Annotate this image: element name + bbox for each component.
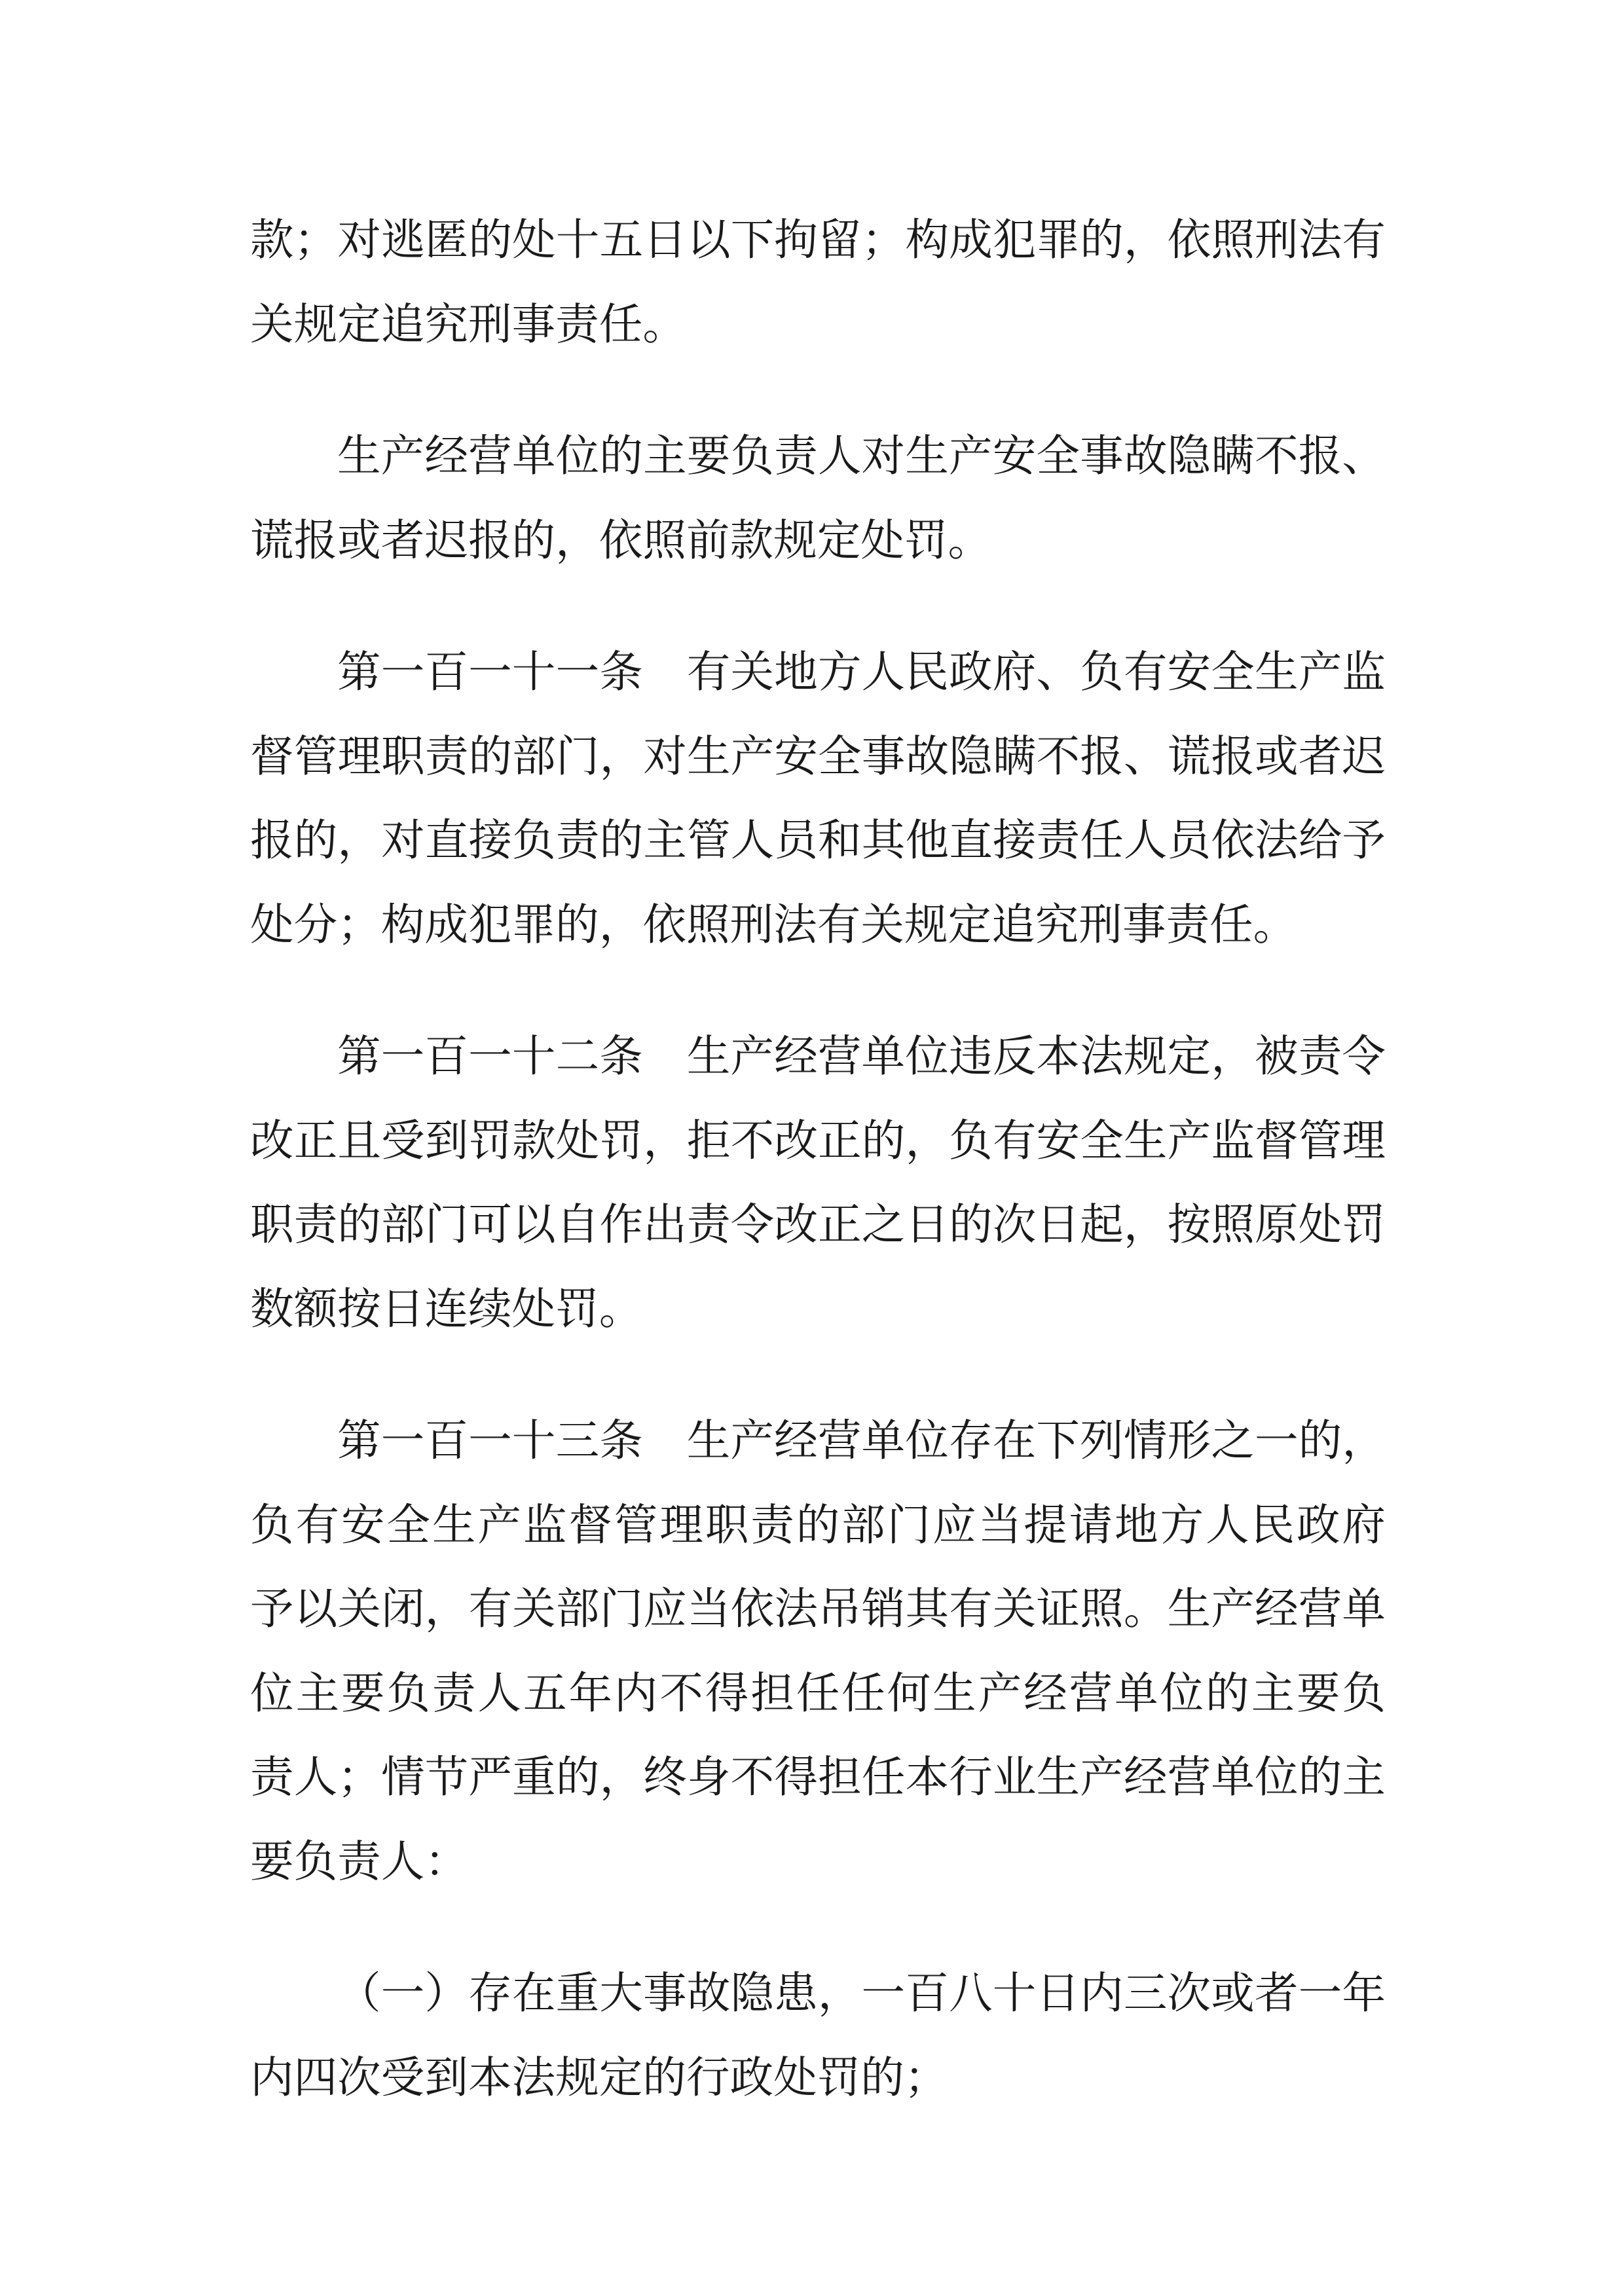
- text-line: 责人；情节严重的，终身不得担任本行业生产经营单位的主: [250, 1751, 1386, 1802]
- text-line: 关规定追究刑事责任。: [250, 298, 686, 350]
- article-113-item-1: [250, 1951, 1386, 2119]
- article-111: [250, 630, 1386, 966]
- text-line: 内四次受到本法规定的行政处罚的；: [250, 2051, 948, 2103]
- text-line: 款；对逃匿的处十五日以下拘留；构成犯罪的，依照刑法有: [250, 214, 1386, 265]
- text-line: 要负责人：: [250, 1835, 468, 1887]
- article-112: [250, 1014, 1386, 1351]
- text-line: 第一百一十二条 生产经营单位违反本法规定，被责令: [337, 1030, 1386, 1082]
- text-line: 生产经营单位的主要负责人对生产安全事故隐瞒不报、: [337, 430, 1386, 481]
- paragraph-penalty-continuation: [250, 198, 1386, 366]
- text-line: 予以关闭，有关部门应当依法吊销其有关证照。生产经营单: [250, 1583, 1386, 1634]
- text-line: 数额按日连续处罚。: [250, 1283, 643, 1334]
- text-line: 负有安全生产监督管理职责的部门应当提请地方人民政府: [250, 1499, 1386, 1550]
- text-line: 督管理职责的部门，对生产安全事故隐瞒不报、谎报或者迟: [250, 730, 1386, 782]
- text-line: 位主要负责人五年内不得担任任何生产经营单位的主要负: [250, 1667, 1386, 1719]
- text-line: 第一百一十三条 生产经营单位存在下列情形之一的，: [337, 1415, 1386, 1466]
- document-body: [250, 198, 1386, 2119]
- text-line: 处分；构成犯罪的，依照刑法有关规定追究刑事责任。: [250, 898, 1297, 950]
- text-line: （一）存在重大事故隐患，一百八十日内三次或者一年: [337, 1967, 1386, 2018]
- text-line: 谎报或者迟报的，依照前款规定处罚。: [250, 514, 992, 566]
- text-line: 职责的部门可以自作出责令改正之日的次日起，按照原处罚: [250, 1199, 1386, 1250]
- text-line: 第一百一十一条 有关地方人民政府、负有安全生产监: [337, 646, 1386, 697]
- text-line: 改正且受到罚款处罚，拒不改正的，负有安全生产监督管理: [250, 1114, 1386, 1166]
- article-113: [250, 1398, 1386, 1903]
- paragraph-principal-concealment: [250, 414, 1386, 582]
- text-line: 报的，对直接负责的主管人员和其他直接责任人员依法给予: [250, 814, 1386, 866]
